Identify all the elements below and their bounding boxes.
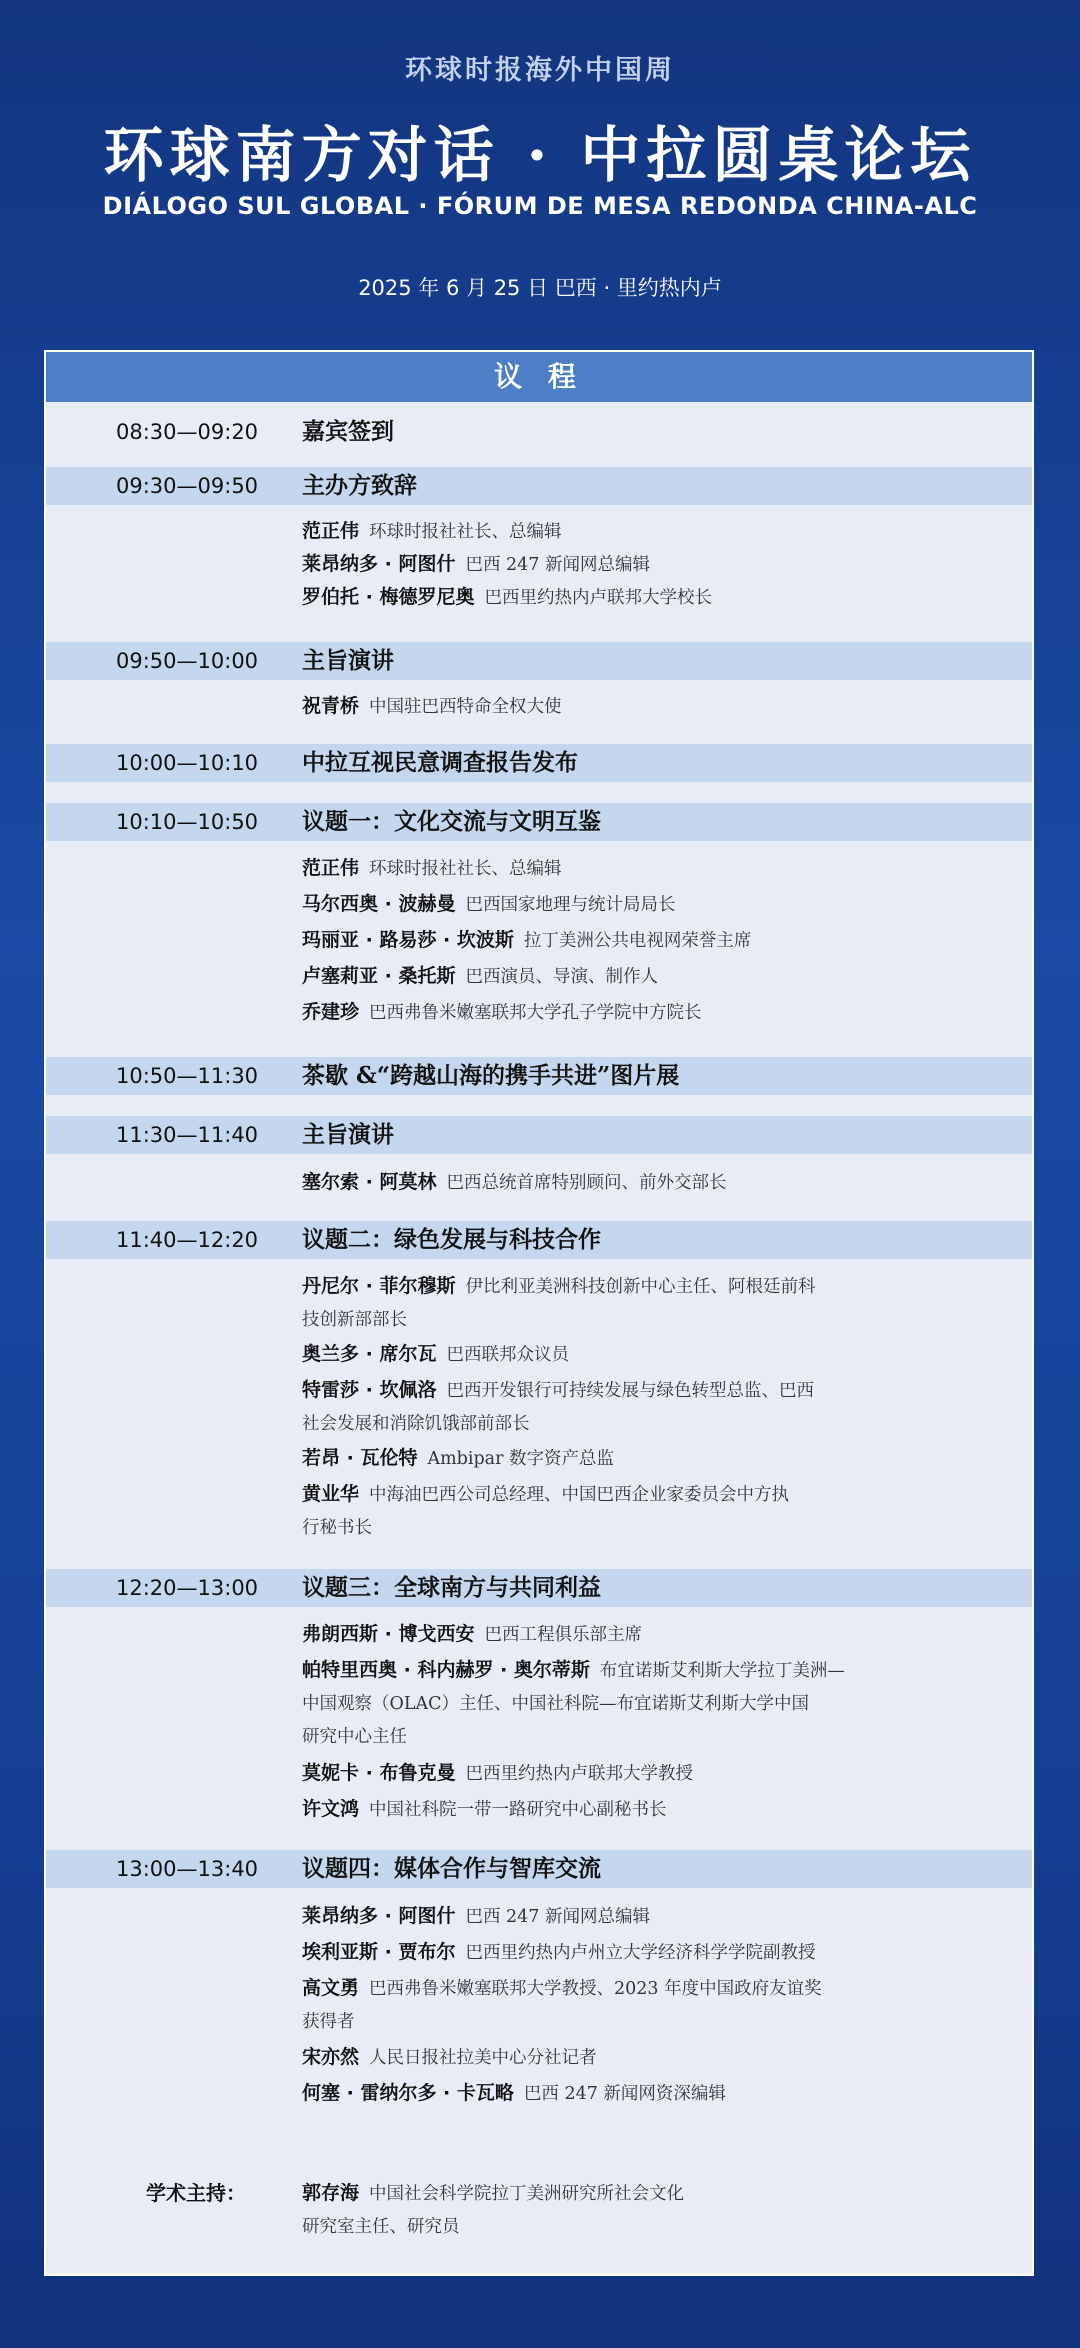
forum-date-location: 2025 年 6 月 25 日 巴西 · 里约热内卢 <box>358 276 722 300</box>
host-name: 郭存海 <box>302 2182 360 2204</box>
host-title-cont: 研究室主任、研究员 <box>302 2217 460 2237</box>
speaker-title: 布宜诺斯艾利斯大学拉丁美洲— <box>599 1661 845 1681</box>
speaker-title: 巴西里约热内卢联邦大学教授 <box>465 1764 693 1784</box>
session-time: 10:50—11:30 <box>116 1064 259 1088</box>
speaker-name: 若昂 · 瓦伦特 <box>302 1447 418 1469</box>
speaker-name: 乔建珍 <box>302 1001 360 1023</box>
speaker-title: 巴西工程俱乐部主席 <box>484 1625 642 1645</box>
session-topic: 议题一：文化交流与文明互鉴 <box>302 808 601 835</box>
speaker-name: 何塞 · 雷纳尔多 · 卡瓦略 <box>302 2082 514 2104</box>
speaker-title: 环球时报社社长、总编辑 <box>369 522 562 542</box>
speaker-title: 巴西 247 新闻网资深编辑 <box>523 2084 726 2104</box>
speaker-name: 帕特里西奥 · 科内赫罗 · 奥尔蒂斯 <box>302 1659 590 1681</box>
speaker <box>302 2041 1002 2075</box>
speaker-title-continuation <box>302 1407 1002 1441</box>
speaker-title: 巴西开发银行可持续发展与绿色转型总监、巴西 <box>446 1381 814 1401</box>
session-row <box>46 413 1032 451</box>
speaker-name: 高文勇 <box>302 1977 360 1999</box>
speaker-title: 拉丁美洲公共电视网荣誉主席 <box>523 931 752 951</box>
speaker-name: 塞尔索 · 阿莫林 <box>302 1171 437 1193</box>
speaker <box>302 1374 1002 1408</box>
session-topic: 主旨演讲 <box>302 1121 394 1148</box>
host <box>302 2177 1002 2211</box>
session-time: 13:00—13:40 <box>116 1857 259 1881</box>
speaker-title: 人民日报社拉美中心分社记者 <box>369 2048 597 2068</box>
forum-title: 环球南方对话 · 中拉圆桌论坛 <box>103 121 977 191</box>
host-label: 学术主持： <box>146 2181 246 2205</box>
speaker-title: 中海油巴西公司总经理、中国巴西企业家委员会中方执 <box>369 1485 790 1505</box>
speaker-title: 巴西弗鲁米嫩塞联邦大学教授、2023 年度中国政府友谊奖 <box>369 1979 822 1999</box>
session-time: 09:30—09:50 <box>116 474 259 498</box>
speaker-title: 中国社科院一带一路研究中心副秘书长 <box>369 1800 667 1820</box>
speaker-name: 马尔西奥 · 波赫曼 <box>302 893 456 915</box>
speaker-title-continuation <box>302 1687 1002 1721</box>
speaker-title-continuation <box>302 1511 1002 1545</box>
session-topic: 主办方致辞 <box>302 472 417 499</box>
session-time: 12:20—13:00 <box>116 1576 259 1600</box>
session-row <box>46 1221 1032 1259</box>
speaker <box>302 1972 1002 2006</box>
speaker <box>302 1654 1002 1688</box>
speaker-name: 许文鸿 <box>302 1798 360 1820</box>
speaker <box>302 1442 1002 1476</box>
speaker-name: 卢塞莉亚 · 桑托斯 <box>302 965 456 987</box>
session-topic: 议题二：绿色发展与科技合作 <box>302 1226 601 1253</box>
speaker-title-continuation <box>302 2005 1002 2039</box>
speaker-title: 巴西联邦众议员 <box>446 1345 569 1365</box>
speaker <box>302 1618 1002 1652</box>
speaker <box>302 1793 1002 1827</box>
speaker-name: 罗伯托 · 梅德罗尼奥 <box>302 586 475 608</box>
speaker <box>302 1478 1002 1512</box>
speaker-title: 巴西演员、导演、制作人 <box>465 967 658 987</box>
speaker-name: 祝青桥 <box>302 695 360 717</box>
session-topic: 茶歇 &“跨越山海的携手共进”图片展 <box>302 1062 680 1089</box>
session-time: 10:10—10:50 <box>116 810 259 834</box>
speaker-name: 丹尼尔 · 菲尔穆斯 <box>302 1275 456 1297</box>
speaker-title-cont: 中国观察（OLAC）主任、中国社科院—布宜诺斯艾利斯大学中国 <box>302 1694 809 1714</box>
session-topic: 议题四：媒体合作与智库交流 <box>302 1855 601 1882</box>
speaker <box>302 996 1002 1030</box>
speaker-name: 范正伟 <box>302 520 360 542</box>
speaker-title: 巴西弗鲁米嫩塞联邦大学孔子学院中方院长 <box>369 1003 702 1023</box>
speaker-name: 范正伟 <box>302 857 360 879</box>
speaker-title-continuation <box>302 1720 1002 1754</box>
speaker-name: 宋亦然 <box>302 2046 360 2068</box>
speaker-name: 莱昂纳多 · 阿图什 <box>302 553 456 575</box>
session-topic: 中拉互视民意调查报告发布 <box>302 749 578 776</box>
speaker-name: 特雷莎 · 坎佩洛 <box>302 1379 437 1401</box>
session-row <box>46 1569 1032 1607</box>
speaker-name: 黄业华 <box>302 1483 360 1505</box>
session-row <box>46 1057 1032 1095</box>
speaker-title-cont: 研究中心主任 <box>302 1727 407 1747</box>
session-row <box>46 467 1032 505</box>
speaker-name: 莱昂纳多 · 阿图什 <box>302 1905 456 1927</box>
speaker <box>302 1757 1002 1791</box>
host-title: 中国社会科学院拉丁美洲研究所社会文化 <box>369 2184 685 2204</box>
speaker <box>302 1338 1002 1372</box>
session-topic: 嘉宾签到 <box>302 418 394 445</box>
session-row <box>46 803 1032 841</box>
speaker-title: 中国驻巴西特命全权大使 <box>369 697 562 717</box>
speaker <box>302 888 1002 922</box>
speaker <box>302 960 1002 994</box>
speaker-title: 巴西里约热内卢联邦大学校长 <box>484 588 712 608</box>
speaker-name: 玛丽亚 · 路易莎 · 坎波斯 <box>302 929 514 951</box>
speaker-title: 伊比利亚美洲科技创新中心主任、阿根廷前科 <box>465 1277 816 1297</box>
speaker <box>302 1936 1002 1970</box>
speaker-title: 巴西 247 新闻网总编辑 <box>465 1907 650 1927</box>
speaker <box>302 1270 1002 1304</box>
session-time: 11:30—11:40 <box>116 1123 259 1147</box>
session-row <box>46 1116 1032 1154</box>
speaker <box>302 581 1002 615</box>
session-topic: 主旨演讲 <box>302 647 394 674</box>
speaker-name: 莫妮卡 · 布鲁克曼 <box>302 1762 456 1784</box>
speaker-title: 环球时报社社长、总编辑 <box>369 859 562 879</box>
speaker-title-cont: 获得者 <box>302 2012 355 2032</box>
speaker <box>302 515 1002 549</box>
speaker-title: 巴西 247 新闻网总编辑 <box>465 555 650 575</box>
speaker-title-cont: 社会发展和消除饥饿部前部长 <box>302 1414 530 1434</box>
speaker-name: 奥兰多 · 席尔瓦 <box>302 1343 437 1365</box>
speaker-name: 弗朗西斯 · 博戈西安 <box>302 1623 475 1645</box>
speaker-title-cont: 行秘书长 <box>302 1518 372 1538</box>
speaker-name: 埃利亚斯 · 贾布尔 <box>302 1941 456 1963</box>
session-time: 10:00—10:10 <box>116 751 259 775</box>
session-row <box>46 642 1032 680</box>
session-time: 09:50—10:00 <box>116 649 259 673</box>
speaker <box>302 690 1002 724</box>
speaker <box>302 852 1002 886</box>
organizer-label: 环球时报海外中国周 <box>405 55 675 86</box>
session-row <box>46 1850 1032 1888</box>
agenda-title: 议 程 <box>46 352 1032 402</box>
host-title-continuation <box>302 2210 1002 2244</box>
agenda-card <box>44 350 1034 2276</box>
speaker <box>302 1900 1002 1934</box>
session-time: 11:40—12:20 <box>116 1228 259 1252</box>
speaker-title: Ambipar 数字资产总监 <box>427 1449 615 1469</box>
session-time: 08:30—09:20 <box>116 420 259 444</box>
session-topic: 议题三：全球南方与共同利益 <box>302 1574 601 1601</box>
speaker <box>302 548 1002 582</box>
speaker <box>302 1166 1002 1200</box>
session-row <box>46 744 1032 782</box>
speaker-title: 巴西里约热内卢州立大学经济科学学院副教授 <box>465 1943 816 1963</box>
speaker-title-cont: 技创新部部长 <box>302 1310 407 1330</box>
forum-subtitle: DIÁLOGO SUL GLOBAL · FÓRUM DE MESA REDONDA CHINA-ALC <box>102 192 978 220</box>
header <box>0 0 1080 348</box>
speaker-title: 巴西总统首席特别顾问、前外交部长 <box>446 1173 727 1193</box>
speaker-title-continuation <box>302 1303 1002 1337</box>
speaker <box>302 924 1002 958</box>
speaker <box>302 2077 1002 2111</box>
speaker-title: 巴西国家地理与统计局局长 <box>465 895 676 915</box>
